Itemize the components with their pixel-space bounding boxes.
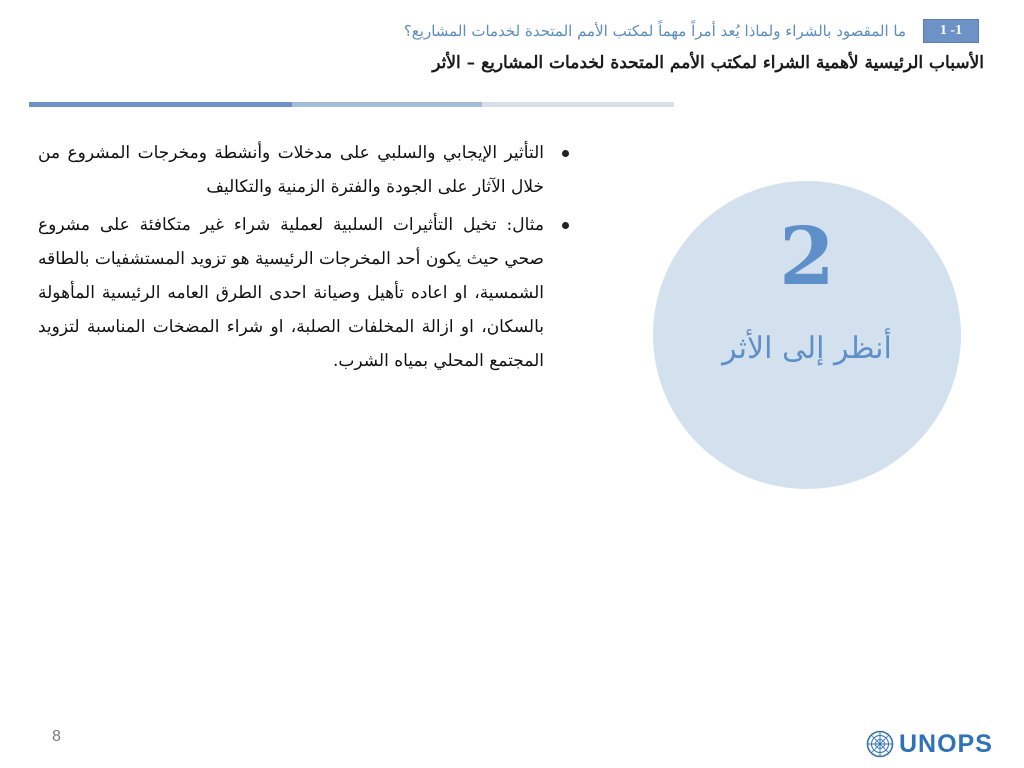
bullet-item [38, 136, 578, 204]
slide-title: الأسباب الرئيسية لأهمية الشراء لمكتب الأمم المتحدة لخدمات المشاريع – الأثر [432, 53, 984, 73]
section-number-badge: 1 -1 [923, 19, 979, 43]
circle-label: أنظر إلى الأثر [722, 331, 892, 366]
un-emblem-icon [866, 730, 894, 758]
bullet-item [38, 208, 578, 378]
bullet-dot-icon [562, 150, 569, 157]
logo-text: UNOPS [899, 730, 993, 758]
title-rule [29, 102, 674, 107]
bullet-text: التأثير الإيجابي والسلبي على مدخلات وأنشطة ومخرجات المشروع من خلال الآثار على الجودة والفترة الزمنية والتكاليف [38, 143, 544, 197]
title-rule-segment-dark [29, 102, 292, 107]
unops-logo [866, 729, 993, 759]
page-number: 8 [52, 728, 61, 745]
bullet-dot-icon [562, 222, 569, 229]
title-rule-segment-mid [292, 102, 482, 107]
bullet-list [38, 136, 578, 382]
title-rule-segment-light [482, 102, 674, 107]
section-question: ما المقصود بالشراء ولماذا يُعد أمراً مهماً لمكتب الأمم المتحدة لخدمات المشاريع؟ [403, 22, 906, 40]
bullet-text: مثال: تخيل التأثيرات السلبية لعملية شراء غير متكافئة على مشروع صحي حيث يكون أحد المخرجات الرئيسية هو تزويد المستشفيات بالطاقه الشمسية، او اعاده تأهيل وصيانة احدى الطرق العامه الرئيسية المأهولة بالسكان، او ازالة المخلفات الصلبة، او شراء المضخات المناسبة لتزويد المجتمع المحلي بمياه الشرب. [38, 215, 544, 371]
impact-circle [653, 181, 961, 489]
circle-number: 2 [779, 209, 835, 303]
